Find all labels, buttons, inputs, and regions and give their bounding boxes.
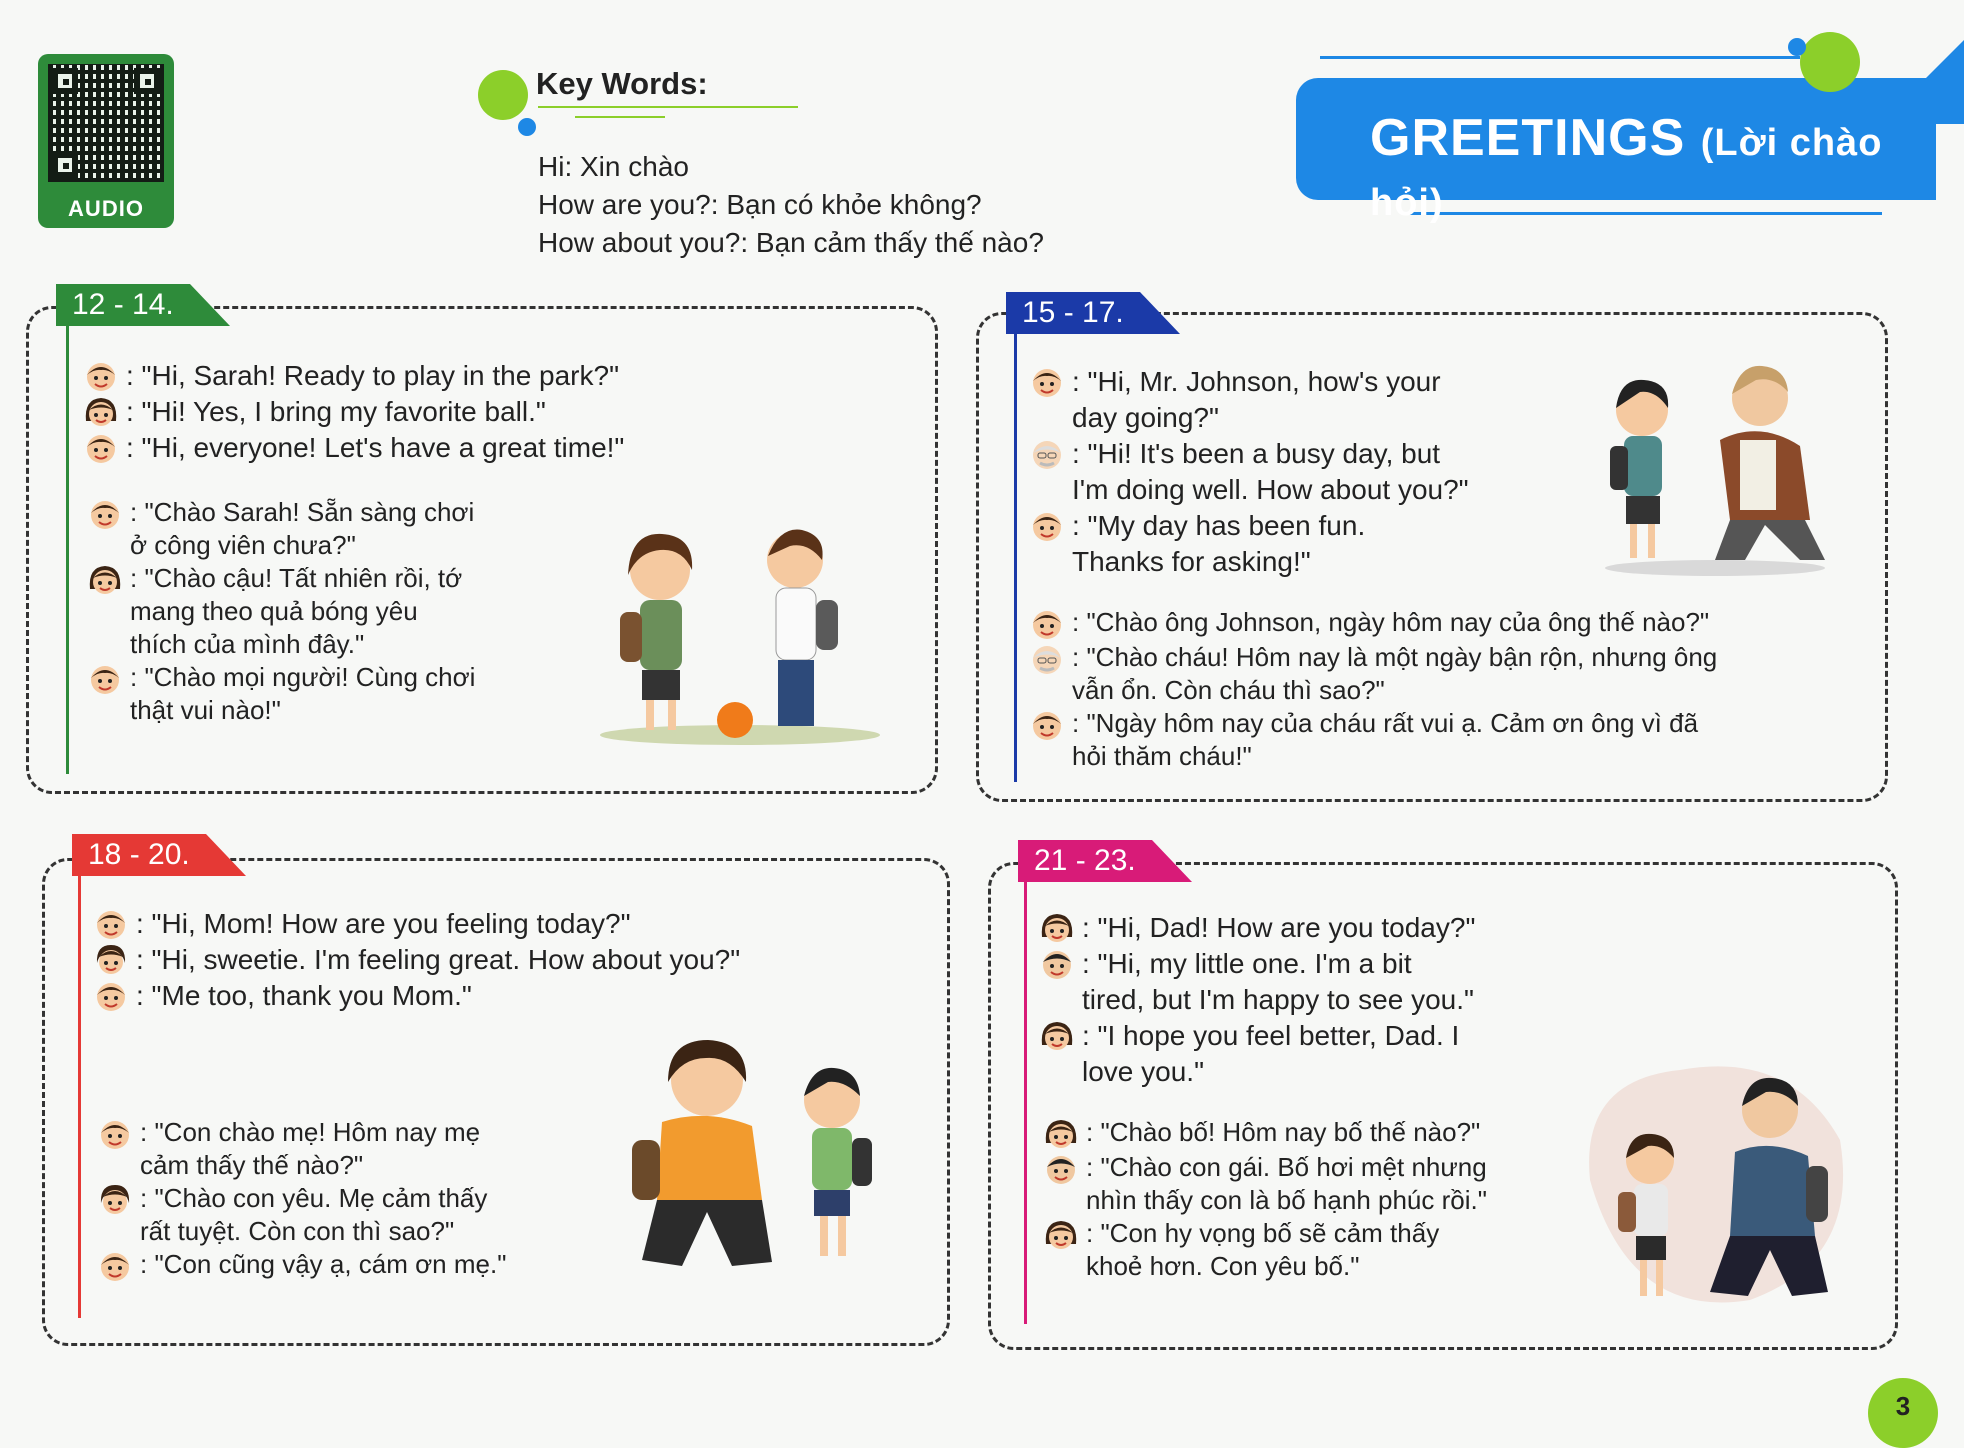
- boy-face-icon: [98, 1117, 132, 1151]
- girl-face-icon: [1044, 1218, 1078, 1252]
- boy-face-icon: [94, 979, 128, 1013]
- key-word-item: How are you?: Bạn có khỏe không?: [538, 189, 982, 220]
- line-text: : "Chào cậu! Tất nhiên rồi, tớ mang theo quả bóng yêu thích của mình đây.": [130, 563, 463, 659]
- decor-circle: [478, 70, 528, 120]
- line-text: : "Chào cháu! Hôm nay là một ngày bận rộn, nhưng ông vẫn ổn. Còn cháu thì sao?": [1072, 642, 1718, 705]
- line-text: : "Con chào mẹ! Hôm nay mẹ cảm thấy thế nào?": [140, 1117, 481, 1180]
- line-text: : "Hi, everyone! Let's have a great time!": [126, 432, 625, 463]
- line-text: : "Me too, thank you Mom.": [136, 980, 472, 1011]
- mom-face-icon: [94, 943, 128, 977]
- key-words-list: [538, 148, 1044, 262]
- dialogue-vietnamese: [1030, 606, 1890, 773]
- line-text: : "Chào bố! Hôm nay bố thế nào?": [1086, 1117, 1481, 1147]
- line-text: : "Hi, Mom! How are you feeling today?": [136, 908, 631, 939]
- line-text: : "I hope you feel better, Dad. I love you.": [1082, 1020, 1460, 1087]
- qr-code-audio[interactable]: [38, 54, 174, 228]
- boy-face-icon: [84, 359, 118, 393]
- mom-and-son-illustration: [612, 1030, 902, 1300]
- boy-face-icon: [1030, 365, 1064, 399]
- divider: [538, 106, 798, 108]
- qr-code-icon: [48, 64, 164, 182]
- accent-line: [1024, 882, 1027, 1324]
- title-text: GREETINGS: [1370, 109, 1686, 167]
- qr-label: AUDIO: [68, 196, 144, 221]
- dialogue-vietnamese: [88, 496, 528, 727]
- page-title: [1370, 108, 1964, 228]
- line-text: : "My day has been fun. Thanks for asking!": [1072, 510, 1366, 577]
- kids-playing-illustration: [590, 520, 890, 750]
- dialogue-vietnamese: [1044, 1116, 1564, 1283]
- line-text: : "Hi! Yes, I bring my favorite ball.": [126, 396, 546, 427]
- section-tag: 12 - 14.: [56, 284, 190, 326]
- boy-face-icon: [98, 1249, 132, 1283]
- line-text: : "Chào con gái. Bố hơi mệt nhưng nhìn thấy con là bố hạnh phúc rồi.": [1086, 1152, 1487, 1215]
- decor-dot: [1788, 38, 1806, 56]
- title-subtitle: (Lời chào hỏi): [1370, 122, 1883, 224]
- section-tag: 21 - 23.: [1018, 840, 1152, 882]
- dialogue-english: [1030, 364, 1590, 580]
- boy-face-icon: [1030, 509, 1064, 543]
- divider: [575, 116, 665, 118]
- key-word-item: Hi: Xin chào: [538, 151, 689, 182]
- line-text: : "Hi, sweetie. I'm feeling great. How about you?": [136, 944, 741, 975]
- key-words-title: Key Words:: [536, 66, 708, 101]
- accent-line: [66, 326, 69, 774]
- grandpa-face-icon: [1030, 437, 1064, 471]
- boy-face-icon: [88, 662, 122, 696]
- boy-face-icon: [88, 497, 122, 531]
- line-text: : "Chào mọi người! Cùng chơi thật vui nào!": [130, 662, 476, 725]
- line-text: : "Hi, my little one. I'm a bit tired, but I'm happy to see you.": [1082, 948, 1474, 1015]
- decor-dot: [518, 118, 536, 136]
- girl-face-icon: [1044, 1117, 1078, 1151]
- line-text: : "Hi, Mr. Johnson, how's your day going?": [1072, 366, 1441, 433]
- line-text: : "Con hy vọng bố sẽ cảm thấy khoẻ hơn. Con yêu bố.": [1086, 1218, 1440, 1281]
- dad-face-icon: [1044, 1152, 1078, 1186]
- boy-and-grandpa-illustration: [1590, 350, 1840, 580]
- accent-line: [1014, 334, 1017, 782]
- page-number: 3: [1868, 1378, 1938, 1448]
- girl-face-icon: [1040, 1019, 1074, 1053]
- dialogue-vietnamese: [98, 1116, 558, 1283]
- accent-line: [78, 876, 81, 1318]
- girl-and-dad-illustration: [1570, 1040, 1860, 1320]
- girl-face-icon: [84, 395, 118, 429]
- girl-face-icon: [88, 563, 122, 597]
- boy-face-icon: [1030, 708, 1064, 742]
- line-text: : "Hi, Dad! How are you today?": [1082, 912, 1476, 943]
- section-tag: 15 - 17.: [1006, 292, 1140, 334]
- line-text: : "Chào con yêu. Mẹ cảm thấy rất tuyệt. Còn con thì sao?": [140, 1183, 488, 1246]
- dialogue-english: [84, 358, 704, 466]
- key-word-item: How about you?: Bạn cảm thấy thế nào?: [538, 227, 1044, 258]
- line-text: : "Hi, Sarah! Ready to play in the park?": [126, 360, 620, 391]
- dialogue-english: [94, 906, 854, 1014]
- line-text: : "Chào Sarah! Sẵn sàng chơi ở công viên chưa?": [130, 497, 475, 560]
- grandpa-face-icon: [1030, 642, 1064, 676]
- line-text: : "Con cũng vậy ạ, cám ơn mẹ.": [140, 1249, 507, 1279]
- line-text: : "Hi! It's been a busy day, but I'm doing well. How about you?": [1072, 438, 1469, 505]
- line-text: : "Ngày hôm nay của cháu rất vui ạ. Cảm ơn ông vì đã hỏi thăm cháu!": [1072, 708, 1699, 771]
- decor-circle: [1800, 32, 1860, 92]
- girl-face-icon: [1040, 911, 1074, 945]
- section-tag: 18 - 20.: [72, 834, 206, 876]
- boy-face-icon: [94, 907, 128, 941]
- mom-face-icon: [98, 1183, 132, 1217]
- decor-line: [1320, 56, 1800, 59]
- dad-face-icon: [1040, 947, 1074, 981]
- dialogue-english: [1040, 910, 1560, 1090]
- boy-face-icon: [1030, 607, 1064, 641]
- line-text: : "Chào ông Johnson, ngày hôm nay của ông thế nào?": [1072, 607, 1710, 637]
- boy-face-icon: [84, 431, 118, 465]
